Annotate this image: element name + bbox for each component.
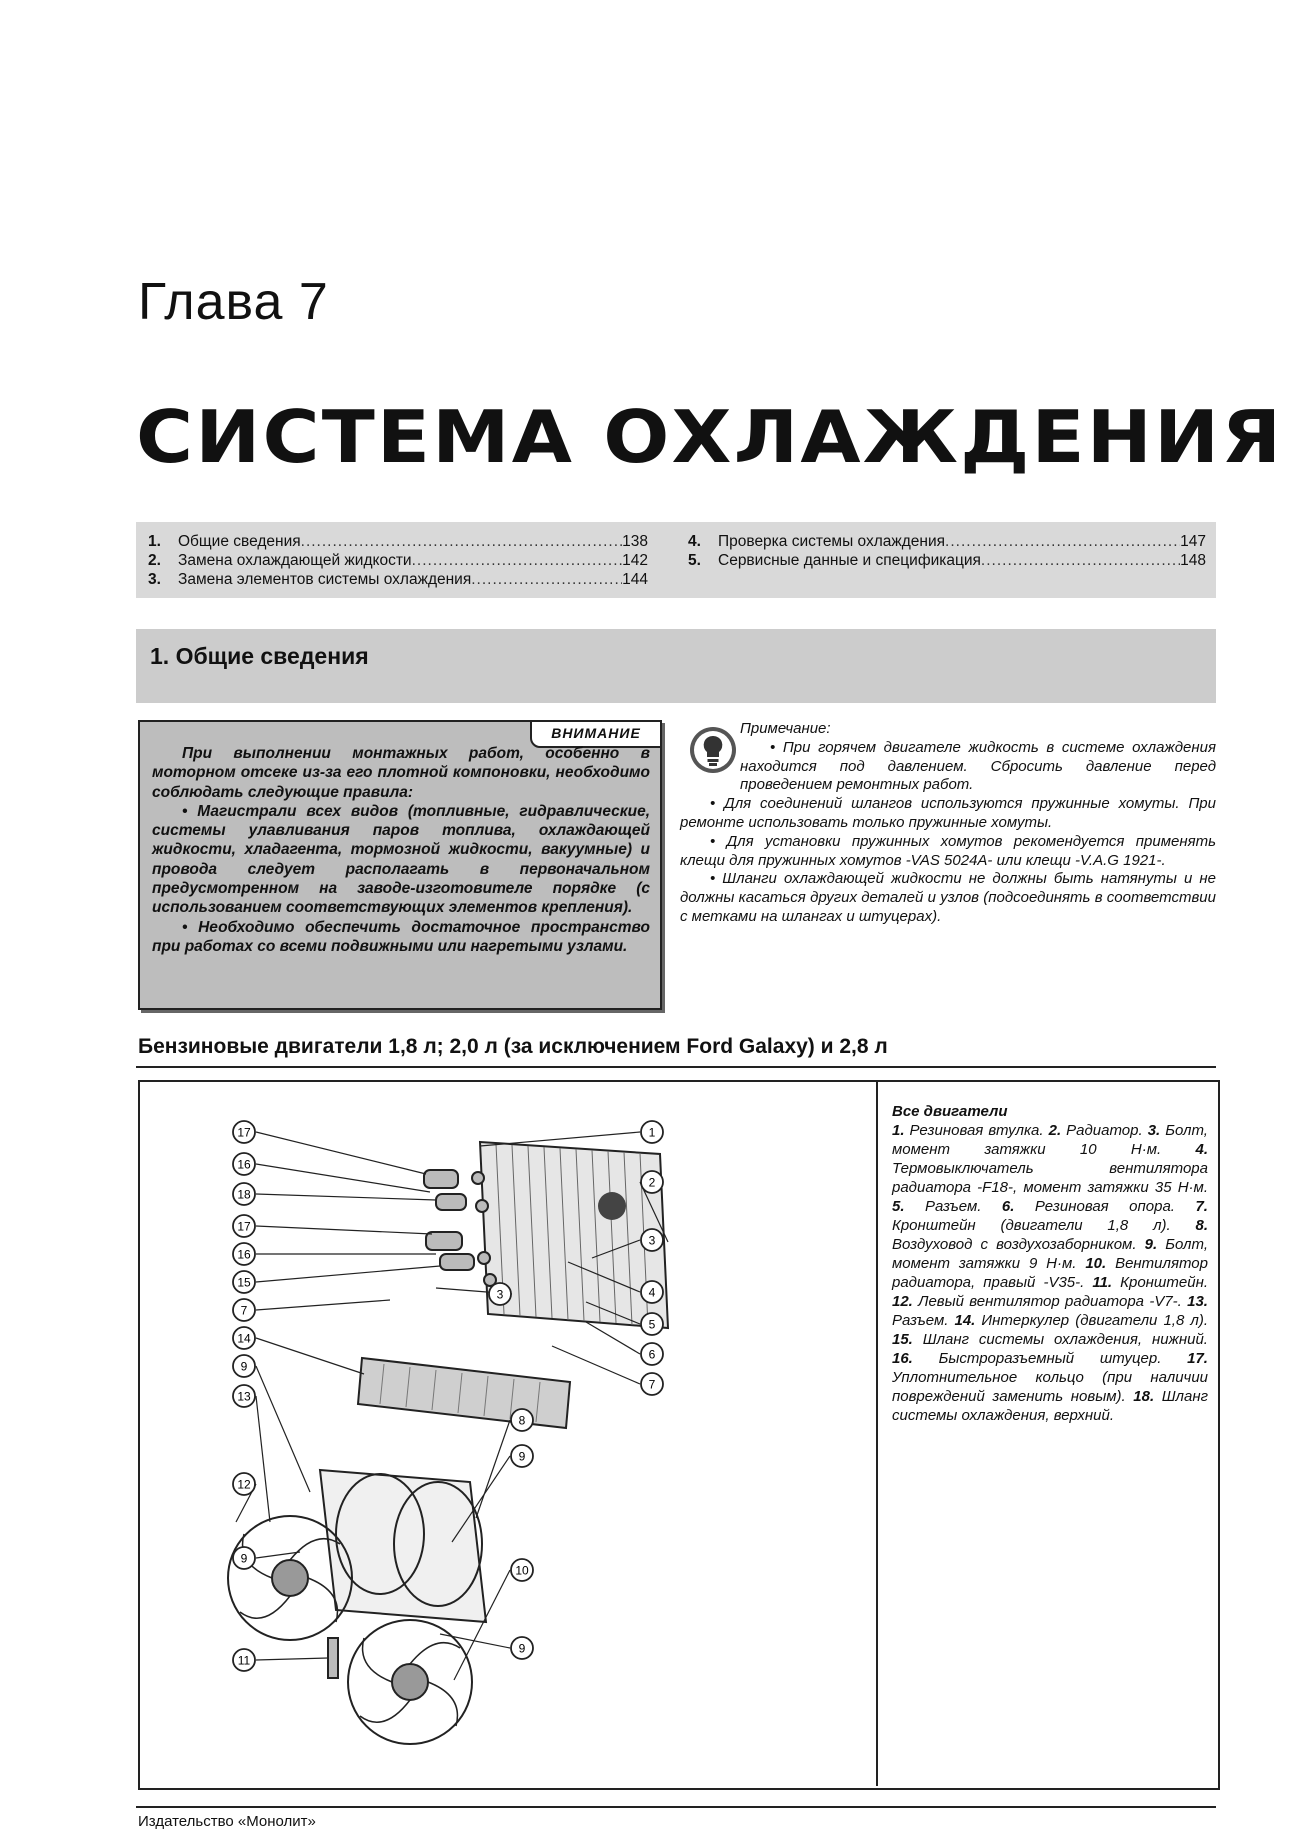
cooling-system-diagram: [138, 1080, 1220, 1790]
toc-item[interactable]: [148, 570, 648, 589]
legend-item-text: Болт, момент затяжки 9 Н·м.: [892, 1236, 1208, 1272]
callout-number: [233, 1299, 255, 1321]
callout-number: [641, 1313, 663, 1335]
callout-number: [641, 1229, 663, 1251]
callout-number: [233, 1473, 255, 1495]
legend-item-text: Термовыключатель вентилятора радиатора -F18-, момент затяжки 35 Н·м.: [892, 1160, 1208, 1196]
callout-number: [641, 1343, 663, 1365]
toc-item-page: 142: [622, 552, 648, 569]
legend-item-text: Болт, момент затяжки 10 Н·м.: [892, 1122, 1208, 1158]
toc-item-number: 1.: [148, 533, 161, 550]
callout-label: 9: [240, 1359, 248, 1374]
toc-leader: [471, 570, 622, 589]
legend-item-text: Быстроразъемный штуцер.: [938, 1350, 1188, 1367]
legend-items: [892, 1122, 1208, 1424]
legend-item-number: 11.: [1092, 1274, 1121, 1291]
right-radiator-fan: [348, 1620, 472, 1744]
warning-paragraph: • Необходимо обеспечить достаточное пространство при работах со всеми подвижными или нагретыми узлами.: [152, 918, 650, 955]
callout-label: 1: [648, 1125, 656, 1140]
legend-item-text: Резиновая опора.: [1034, 1198, 1196, 1215]
callout-label: 3: [496, 1287, 504, 1302]
callout-label: 7: [240, 1303, 248, 1318]
note-paragraph: • При горячем двигателе жидкость в системе охлаждения находится под давлением. Сбросить давление перед проведением ремонтных работ.: [740, 738, 1216, 794]
toc-item-title: Общие сведения: [178, 533, 301, 550]
callout-number: [233, 1215, 255, 1237]
legend-item-number: 3.: [1147, 1122, 1166, 1139]
legend-item-number: 6.: [1001, 1198, 1035, 1215]
legend-item-text: Вентилятор радиатора, правый -V35-.: [892, 1255, 1208, 1291]
callout-label: 16: [237, 1247, 251, 1262]
legend-item-number: 5.: [892, 1198, 925, 1215]
callout-label: 6: [648, 1347, 656, 1362]
toc-item[interactable]: [148, 551, 648, 570]
legend-item-text: Кронштейн.: [1120, 1274, 1208, 1291]
toc-item-number: 4.: [688, 533, 701, 550]
callout-number: [233, 1121, 255, 1143]
legend-item: [892, 1122, 1049, 1139]
legend-item-text: Левый вентилятор радиатора -V7-.: [918, 1293, 1188, 1310]
legend-item: [955, 1312, 1208, 1329]
footer-divider: [136, 1806, 1216, 1808]
legend-item-number: 15.: [892, 1331, 923, 1348]
callout-label: 9: [240, 1551, 248, 1566]
callout-label: 9: [518, 1449, 526, 1464]
legend-item: [1092, 1274, 1208, 1291]
legend-item: [1049, 1122, 1148, 1139]
legend-item-text: Шланг системы охлаждения, верхний.: [892, 1388, 1208, 1424]
toc-item-number: 5.: [688, 552, 701, 569]
callout-label: 5: [648, 1317, 656, 1332]
toc-item-number: 2.: [148, 552, 161, 569]
legend-item-number: 17.: [1187, 1350, 1208, 1367]
section-header: [136, 629, 1216, 703]
legend-panel: [876, 1082, 1218, 1786]
toc-item-title: Сервисные данные и спецификация: [718, 552, 981, 569]
callout-label: 17: [237, 1125, 251, 1140]
toc-item-page: 148: [1180, 552, 1206, 569]
callout-label: 4: [648, 1285, 656, 1300]
callout-number: [233, 1153, 255, 1175]
callout-label: 2: [648, 1175, 656, 1190]
callout-number: [489, 1283, 511, 1305]
legend-item-number: 9.: [1144, 1236, 1166, 1253]
toc-leader: [945, 532, 1180, 551]
toc-leader: [301, 532, 622, 551]
note-heading: Примечание:: [740, 720, 831, 737]
callout-number: [233, 1183, 255, 1205]
toc-left-column: [148, 532, 648, 589]
callout-number: [511, 1445, 533, 1467]
legend-item-number: 1.: [892, 1122, 910, 1139]
callout-label: 16: [237, 1157, 251, 1172]
section-title: 1. Общие сведения: [150, 643, 369, 669]
toc-item[interactable]: [688, 551, 1206, 570]
callout-number: [233, 1327, 255, 1349]
callout-number: [641, 1171, 663, 1193]
warning-badge: ВНИМАНИЕ: [530, 720, 662, 748]
callout-label: 8: [518, 1413, 526, 1428]
legend-item-text: Интеркулер (двигатели 1,8 л).: [981, 1312, 1208, 1329]
warning-box: [138, 720, 662, 1010]
legend-item-number: 7.: [1195, 1198, 1208, 1215]
toc-item-page: 147: [1180, 533, 1206, 550]
callout-number: [233, 1649, 255, 1671]
toc-item-title: Замена элементов системы охлаждения: [178, 571, 472, 588]
legend-heading: Все двигатели: [892, 1103, 1008, 1120]
callout-number: [641, 1281, 663, 1303]
toc-leader: [981, 551, 1180, 570]
legend-item-text: Шланг системы охлаждения, нижний.: [922, 1331, 1208, 1348]
legend-item: [892, 1350, 1187, 1367]
callout-label: 7: [648, 1377, 656, 1392]
publisher-footer: Издательство «Монолит»: [138, 1813, 316, 1830]
note-paragraph: • Для соединений шлангов используются пружинные хомуты. При ремонте использовать только пружинные хомуты.: [680, 795, 1216, 831]
callout-label: 18: [237, 1187, 251, 1202]
callout-label: 3: [648, 1233, 656, 1248]
toc-item[interactable]: [148, 532, 648, 551]
callout-number: [233, 1355, 255, 1377]
legend-item-text: Резиновая втулка.: [909, 1122, 1049, 1139]
legend-item-text: Воздуховод с воздухозаборником.: [892, 1236, 1145, 1253]
legend-item: [892, 1331, 1208, 1348]
callout-number: [233, 1385, 255, 1407]
warning-paragraph: При выполнении монтажных работ, особенно в моторном отсеке из-за его плотной компоновки, необходимо соблюдать следующие правила:: [152, 745, 650, 801]
callout-label: 12: [237, 1477, 251, 1492]
subsection-heading: Бензиновые двигатели 1,8 л; 2,0 л (за исключением Ford Galaxy) и 2,8 л: [138, 1035, 888, 1058]
chapter-label: Глава 7: [138, 273, 329, 331]
legend-item-number: 16.: [892, 1350, 939, 1367]
legend-item-number: 10.: [1085, 1255, 1116, 1272]
toc-item[interactable]: [688, 532, 1206, 551]
divider: [136, 1066, 1216, 1068]
legend-item-number: 12.: [892, 1293, 919, 1310]
page-title: СИСТЕМА ОХЛАЖДЕНИЯ: [136, 395, 1284, 479]
legend-item: [892, 1293, 1187, 1310]
legend-item-text: Разъем.: [892, 1312, 955, 1329]
legend-item-text: Уплотнительное кольцо (при наличии повреждений заменить новым).: [892, 1369, 1208, 1405]
legend-item-text: Радиатор.: [1066, 1122, 1148, 1139]
legend-item-number: 13.: [1187, 1293, 1208, 1310]
legend-item: [892, 1198, 1002, 1215]
legend-item-number: 18.: [1133, 1388, 1162, 1405]
note-paragraph: • Шланги охлаждающей жидкости не должны быть натянуты и не должны касаться других деталей и узлов (подсоединять в соответствии с метками на шлангах и штуцерах).: [680, 870, 1216, 925]
callout-label: 13: [237, 1389, 251, 1404]
table-of-contents: [136, 522, 1216, 598]
legend-item-number: 14.: [954, 1312, 982, 1329]
legend-text: [892, 1102, 1208, 1425]
callout-label: 11: [237, 1653, 251, 1668]
callout-number: [641, 1373, 663, 1395]
note-paragraph: • Для установки пружинных хомутов рекомендуется применять клещи для пружинных хомутов -VAS 5024A- или клещи -V.A.G 1921-.: [680, 832, 1216, 869]
legend-item-text: Кронштейн (двигатели 1,8 л).: [892, 1217, 1196, 1234]
toc-item-title: Проверка системы охлаждения: [718, 533, 946, 550]
callout-label: 17: [237, 1219, 251, 1234]
callout-label: 10: [515, 1563, 529, 1578]
bracket: [328, 1638, 338, 1678]
toc-right-column: [688, 532, 1206, 570]
warning-text: [152, 744, 650, 956]
legend-item-number: 4.: [1195, 1141, 1208, 1158]
callout-label: 9: [518, 1641, 526, 1656]
callout-label: 14: [237, 1331, 251, 1346]
callout-number: [641, 1121, 663, 1143]
callout-number: [233, 1547, 255, 1569]
fan-shroud: [320, 1470, 486, 1622]
legend-item: [1002, 1198, 1196, 1215]
warning-paragraph: • Магистрали всех видов (топливные, гидравлические, системы улавливания паров топлива, охлаждающей жидкости, хладагента, тормозной жидкости, вакуумные) и провода следует располагать в первоначальном предусмотренном на заводе-изготовителе порядке (с использованием соответствующих элементов крепления).: [152, 802, 650, 917]
toc-item-number: 3.: [148, 571, 161, 588]
legend-item-number: 2.: [1048, 1122, 1067, 1139]
toc-item-title: Замена охлаждающей жидкости: [178, 552, 412, 569]
legend-item-text: Разъем.: [925, 1198, 1002, 1215]
callout-label: 15: [237, 1275, 251, 1290]
callout-number: [511, 1409, 533, 1431]
toc-item-page: 138: [622, 533, 648, 550]
exploded-view-drawing: [140, 1082, 876, 1786]
callout-number: [511, 1637, 533, 1659]
legend-item-number: 8.: [1195, 1217, 1208, 1234]
intercooler: [358, 1358, 570, 1428]
callout-number: [233, 1271, 255, 1293]
callout-number: [511, 1559, 533, 1581]
toc-leader: [412, 551, 623, 570]
note-block: [680, 720, 1216, 927]
toc-item-page: 144: [622, 571, 648, 588]
callout-number: [233, 1243, 255, 1265]
